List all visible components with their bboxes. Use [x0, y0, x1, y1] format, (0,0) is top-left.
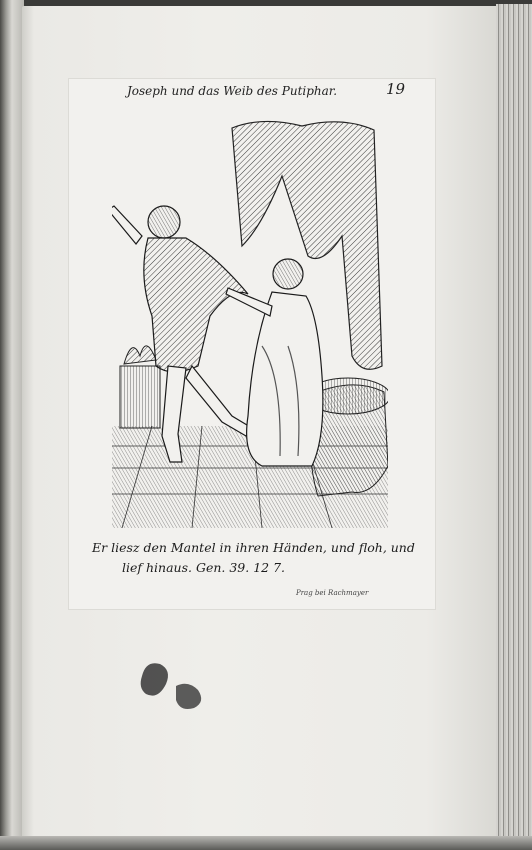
book-bottom-edge	[0, 836, 532, 850]
ink-stain	[136, 656, 216, 716]
page-number: 19	[386, 80, 406, 98]
potted-plant	[124, 346, 156, 364]
engraving-illustration	[112, 116, 388, 528]
page-stack-edge	[496, 4, 532, 840]
plinth	[120, 366, 160, 428]
plate-title: Joseph und das Weib des Putiphar.	[126, 84, 338, 98]
caption-line-1: Er liesz den Mantel in ihren Händen, und floh, und	[92, 540, 415, 555]
engraver-credit: Prag bei Rachmayer	[296, 589, 369, 597]
caption-line-2: lief hinaus. Gen. 39. 12 7.	[122, 560, 285, 575]
left-page-edge	[0, 0, 24, 850]
plate-caption	[84, 538, 424, 578]
